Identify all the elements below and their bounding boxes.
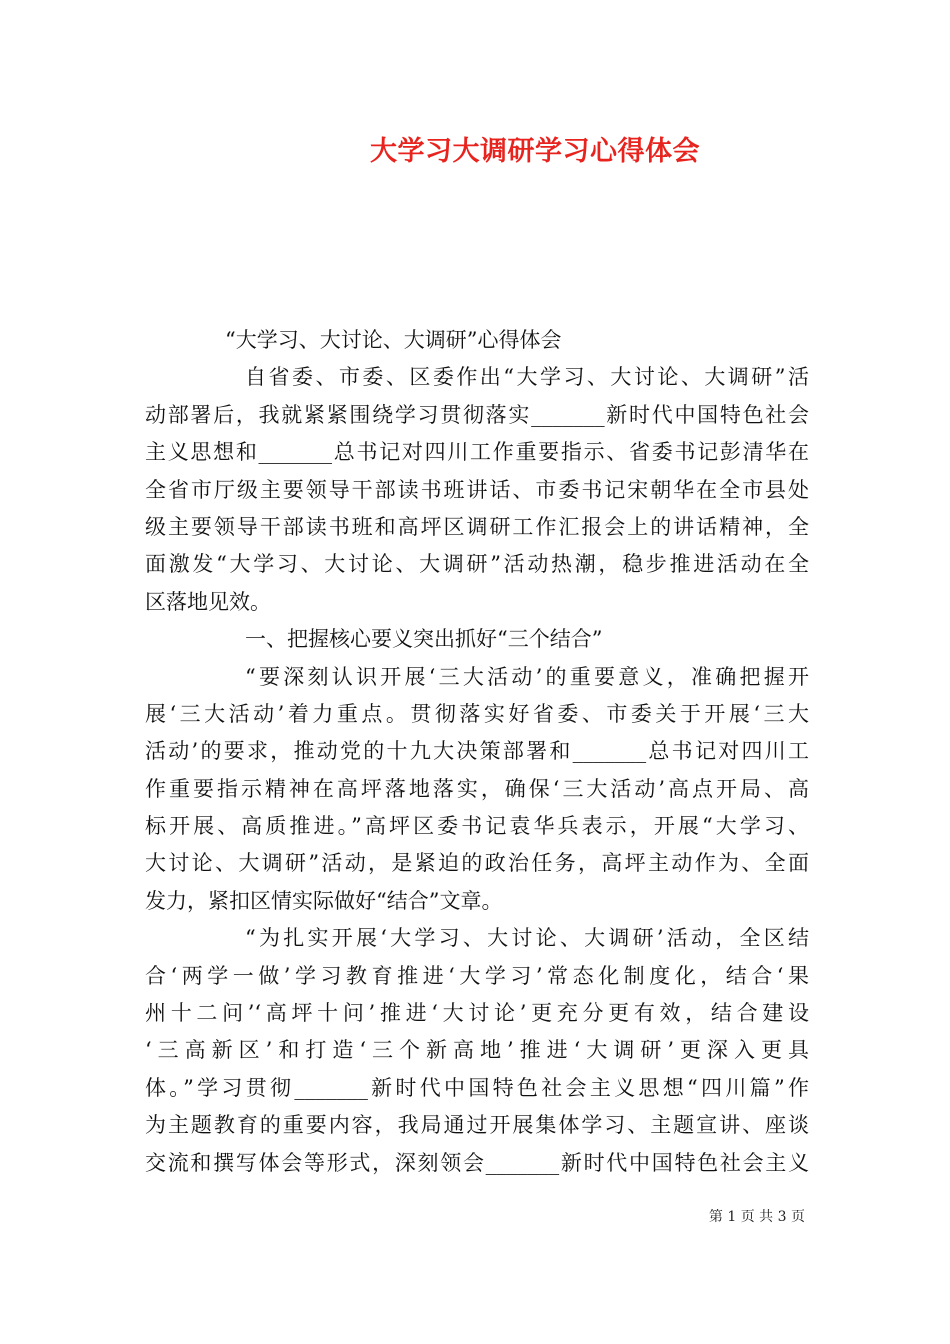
paragraph-line: 为主题教育的重要内容，我局通过开展集体学习、主题宣讲、座谈 <box>145 1113 809 1138</box>
subtitle-line: “大学习、大讨论、大调研”心得体会 <box>225 328 562 352</box>
section-heading: 一、把握核心要义突出抓好“三个结合” <box>245 627 603 652</box>
paragraph-line: 发力，紧扣区情实际做好“结合”文章。 <box>145 888 503 913</box>
paragraph-line: 合‘两学一做’学习教育推进‘大学习’常态化制度化，结合‘果 <box>145 963 809 988</box>
paragraph-line: 体。”学习贯彻_______新时代中国特色社会主义思想“四川篇”作 <box>145 1075 809 1100</box>
paragraph-line: 大讨论、大调研”活动，是紧迫的政治任务，高坪主动作为、全面 <box>145 851 809 876</box>
paragraph-line: 活动’的要求，推动党的十九大决策部署和_______总书记对四川工 <box>145 739 809 764</box>
document-body <box>145 322 809 1182</box>
paragraph-line: 区落地见效。 <box>145 589 271 614</box>
paragraph-line: ‘三高新区’和打造‘三个新高地’推进‘大调研’更深入更具 <box>145 1038 809 1063</box>
paragraph-line: 动部署后，我就紧紧围绕学习贯彻落实_______新时代中国特色社会 <box>145 402 809 427</box>
paragraph-line: 级主要领导干部读书班和高坪区调研工作汇报会上的讲话精神，全 <box>145 514 809 539</box>
paragraph-line: 作重要指示精神在高坪落地落实，确保‘三大活动’高点开局、高 <box>145 776 809 801</box>
paragraph-line: 交流和撰写体会等形式，深刻领会_______新时代中国特色社会主义 <box>145 1150 809 1175</box>
paragraph-line: 全省市厅级主要领导干部读书班讲话、市委书记宋朝华在全市县处 <box>145 477 809 502</box>
paragraph-line: 主义思想和_______总书记对四川工作重要指示、省委书记彭清华在 <box>145 440 809 465</box>
page-number-footer: 第 1 页 共 3 页 <box>708 1209 805 1225</box>
paragraph-line: “为扎实开展‘大学习、大讨论、大调研’活动，全区结 <box>245 926 809 951</box>
paragraph-line: 标开展、高质推进。”高坪区委书记袁华兵表示，开展“大学习、 <box>145 814 809 839</box>
paragraph-line: 面激发“大学习、大讨论、大调研”活动热潮，稳步推进活动在全 <box>145 552 809 577</box>
paragraph-line: 州十二问’‘高坪十问’推进‘大讨论’更充分更有效，结合建设 <box>145 1001 809 1026</box>
paragraph-line: 展‘三大活动’着力重点。贯彻落实好省委、市委关于开展‘三大 <box>145 701 809 726</box>
paragraph-line: 自省委、市委、区委作出“大学习、大讨论、大调研”活 <box>245 365 809 390</box>
document-title: 大学习大调研学习心得体会 <box>370 136 700 167</box>
paragraph-line: “要深刻认识开展‘三大活动’的重要意义，准确把握开 <box>245 664 809 689</box>
